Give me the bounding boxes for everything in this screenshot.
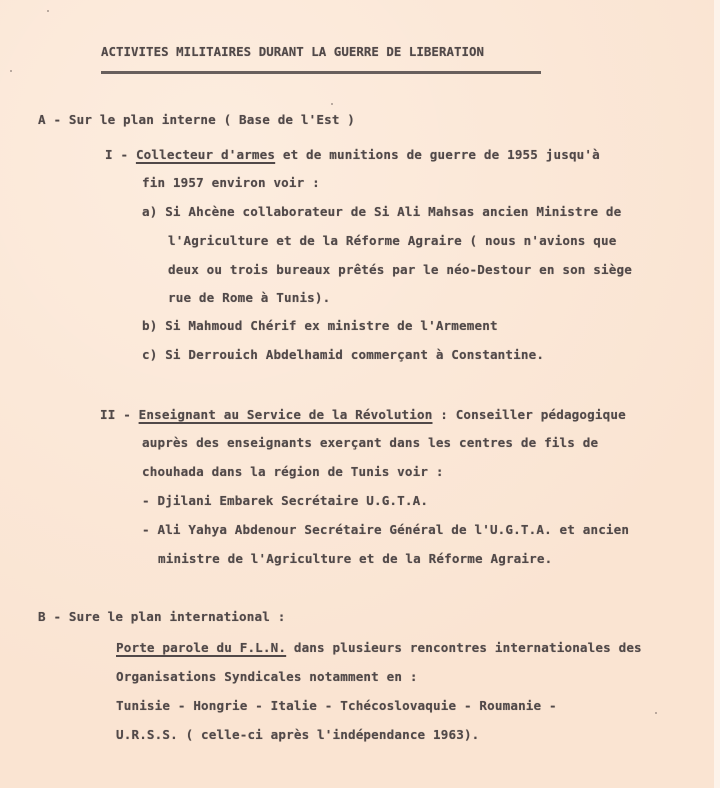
sub-b-line: b) Si Mahmoud Chérif ex ministre de l'Armement: [142, 318, 498, 333]
section-b-line-4: U.R.S.S. ( celle-ci après l'indépendance 1963).: [116, 727, 480, 742]
section-a-heading: A - Sur le plan interne ( Base de l'Est ): [38, 112, 356, 127]
paper-speck: [10, 70, 12, 72]
paper-speck: [47, 10, 49, 12]
item-1-line-2: fin 1957 environ voir :: [142, 175, 320, 190]
sub-a-line-4: rue de Rome à Tunis).: [168, 290, 331, 305]
item-2-line-1: [100, 407, 626, 422]
item-1-line-1: [105, 147, 600, 162]
section-b-line-2: Organisations Syndicales notamment en :: [116, 669, 418, 684]
item-2-prefix: II -: [100, 407, 139, 422]
bullet-djilani: - Djilani Embarek Secrétaire U.G.T.A.: [142, 493, 429, 508]
sub-c-line: c) Si Derrouich Abdelhamid commerçant à Constantine.: [142, 347, 545, 362]
item-2-line-1-rest: : Conseiller pédagogique: [432, 407, 626, 422]
paper-speck: [655, 712, 657, 714]
section-b-heading-underlined: Porte parole du F.L.N.: [116, 640, 287, 655]
sub-a-line-1: a) Si Ahcène collaborateur de Si Ali Mahsas ancien Ministre de: [142, 204, 622, 219]
paper-speck: [331, 103, 333, 105]
section-b-line-1: [116, 640, 642, 655]
item-2-line-2: auprès des enseignants exerçant dans les centres de fils de: [142, 435, 599, 450]
section-b-countries: Tunisie - Hongrie - Italie - Tchécoslovaquie - Roumanie -: [116, 698, 557, 713]
section-b-heading: B - Sure le plan international :: [38, 609, 286, 624]
bullet-ali-yahya-line-1: - Ali Yahya Abdenour Secrétaire Général de l'U.G.T.A. et ancien: [142, 522, 630, 537]
item-1-heading: Collecteur d'armes: [135, 147, 276, 162]
paper-edge: [714, 0, 720, 788]
section-b-line-1-rest: dans plusieurs rencontres internationales des: [286, 640, 642, 655]
item-2-heading: Enseignant au Service de la Révolution: [138, 407, 433, 422]
document-title: ACTIVITES MILITAIRES DURANT LA GUERRE DE LIBERATION: [101, 44, 484, 59]
title-underline-rule: [101, 71, 541, 74]
bullet-ali-yahya-line-2: ministre de l'Agriculture et de la Réforme Agraire.: [158, 551, 553, 566]
sub-a-line-2: l'Agriculture et de la Réforme Agraire ( nous n'avions que: [168, 233, 617, 248]
item-2-line-3: chouhada dans la région de Tunis voir :: [142, 464, 444, 479]
item-1-prefix: I -: [105, 147, 136, 162]
item-1-line-1-rest: et de munitions de guerre de 1955 jusqu'à: [275, 147, 600, 162]
sub-a-line-3: deux ou trois bureaux prêtés par le néo-Destour en son siège: [168, 262, 632, 277]
